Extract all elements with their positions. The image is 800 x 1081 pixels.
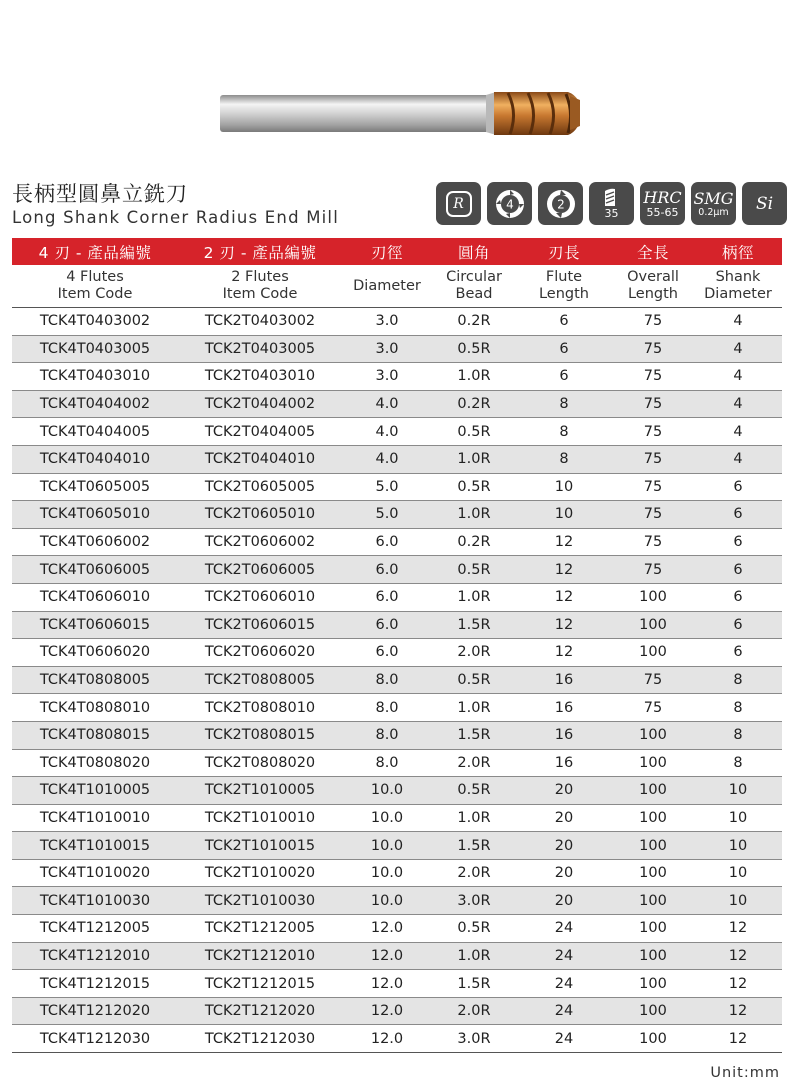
corner-radius-cell: 1.0R [432,942,516,970]
flute-length-cell: 24 [516,915,612,943]
overall-length-cell: 100 [612,997,694,1025]
table-row [12,970,782,998]
flute-length-cell: 8 [516,418,612,446]
corner-radius-label: R [453,195,464,212]
shank-diameter-cell: 8 [694,721,782,749]
item-code-4-flutes-cell: TCK4T1010015 [12,832,178,860]
item-code-2-flutes-cell: TCK2T1212020 [178,997,342,1025]
item-code-2-flutes-cell: TCK2T0808015 [178,721,342,749]
table-row [12,390,782,418]
item-code-4-flutes-cell: TCK4T0605010 [12,501,178,529]
header-zh-2-flutes: 2 刃 - 產品編號 [178,238,342,265]
shank-diameter-cell: 8 [694,666,782,694]
corner-radius-cell: 1.0R [432,363,516,391]
flute-length-cell: 12 [516,556,612,584]
overall-length-cell: 100 [612,915,694,943]
table-row [12,721,782,749]
corner-radius-cell: 1.5R [432,721,516,749]
corner-radius-cell: 2.0R [432,859,516,887]
corner-radius-cell: 1.0R [432,804,516,832]
shank-diameter-cell: 8 [694,694,782,722]
item-code-4-flutes-cell: TCK4T1212030 [12,1025,178,1053]
item-code-2-flutes-cell: TCK2T1010030 [178,887,342,915]
shank-diameter-cell: 6 [694,556,782,584]
diameter-cell: 4.0 [342,390,432,418]
shank-diameter-cell: 12 [694,970,782,998]
item-code-4-flutes-cell: TCK4T0808020 [12,749,178,777]
two-flute-icon [544,187,578,221]
item-code-2-flutes-cell: TCK2T1212010 [178,942,342,970]
coating-badge [691,182,736,225]
corner-radius-cell: 1.0R [432,694,516,722]
overall-length-cell: 75 [612,308,694,336]
hrc-range: 55-65 [646,205,679,219]
overall-length-cell: 100 [612,721,694,749]
item-code-4-flutes-cell: TCK4T0606005 [12,556,178,584]
table-row [12,804,782,832]
overall-length-cell: 100 [612,804,694,832]
overall-length-cell: 100 [612,639,694,667]
material-label: Si [755,193,774,214]
diameter-cell: 8.0 [342,749,432,777]
flute-length-cell: 12 [516,583,612,611]
corner-radius-cell: 1.0R [432,445,516,473]
header-zh-4-flutes: 4 刃 - 產品編號 [12,238,178,265]
shank-diameter-cell: 10 [694,887,782,915]
item-code-2-flutes-cell: TCK2T0404005 [178,418,342,446]
header-en-flute-length: Flute Length [516,265,612,308]
item-code-4-flutes-cell: TCK4T0404002 [12,390,178,418]
flute-length-cell: 10 [516,473,612,501]
item-code-4-flutes-cell: TCK4T1212020 [12,997,178,1025]
table-row [12,915,782,943]
flute-length-cell: 12 [516,528,612,556]
table-row [12,556,782,584]
flute-length-cell: 16 [516,721,612,749]
helix-angle-value: 35 [604,207,619,220]
item-code-2-flutes-cell: TCK2T0606005 [178,556,342,584]
diameter-cell: 10.0 [342,859,432,887]
table-row [12,832,782,860]
item-code-4-flutes-cell: TCK4T1010030 [12,887,178,915]
item-code-2-flutes-cell: TCK2T1010020 [178,859,342,887]
table-row [12,1025,782,1053]
diameter-cell: 6.0 [342,528,432,556]
diameter-cell: 12.0 [342,1025,432,1053]
corner-radius-badge [436,182,481,225]
diameter-cell: 8.0 [342,666,432,694]
item-code-2-flutes-cell: TCK2T0404002 [178,390,342,418]
four-flute-label: 4 [505,197,514,211]
diameter-cell: 8.0 [342,721,432,749]
corner-radius-cell: 0.5R [432,556,516,584]
item-code-2-flutes-cell: TCK2T0605005 [178,473,342,501]
table-row [12,363,782,391]
table-row [12,749,782,777]
header-en-overall-length: Overall Length [612,265,694,308]
item-code-4-flutes-cell: TCK4T0605005 [12,473,178,501]
item-code-2-flutes-cell: TCK2T0403002 [178,308,342,336]
table-row [12,528,782,556]
item-code-4-flutes-cell: TCK4T0403005 [12,335,178,363]
header-en-4-flutes: 4 Flutes Item Code [12,265,178,308]
spec-table [12,238,782,1053]
shank-diameter-cell: 10 [694,777,782,805]
item-code-2-flutes-cell: TCK2T1010005 [178,777,342,805]
flute-length-cell: 6 [516,308,612,336]
shank-diameter-cell: 12 [694,997,782,1025]
flute-length-cell: 12 [516,611,612,639]
shank-diameter-cell: 4 [694,418,782,446]
flute-length-cell: 8 [516,445,612,473]
flute-length-cell: 16 [516,694,612,722]
shank-diameter-cell: 6 [694,611,782,639]
spec-badges [436,182,787,225]
hrc-badge [640,182,685,225]
corner-radius-icon [446,191,472,217]
table-row [12,611,782,639]
table-row [12,694,782,722]
item-code-4-flutes-cell: TCK4T0606020 [12,639,178,667]
overall-length-cell: 100 [612,611,694,639]
corner-radius-cell: 0.5R [432,777,516,805]
coating-thickness: 0.2µm [698,206,729,218]
overall-length-cell: 75 [612,694,694,722]
flute-length-cell: 20 [516,777,612,805]
unit-label: Unit:mm [710,1065,780,1081]
item-code-2-flutes-cell: TCK2T1212015 [178,970,342,998]
diameter-cell: 4.0 [342,418,432,446]
diameter-cell: 8.0 [342,694,432,722]
corner-radius-cell: 1.0R [432,501,516,529]
shank-diameter-cell: 4 [694,308,782,336]
diameter-cell: 12.0 [342,997,432,1025]
item-code-4-flutes-cell: TCK4T1212015 [12,970,178,998]
corner-radius-cell: 0.2R [432,528,516,556]
diameter-cell: 10.0 [342,804,432,832]
corner-radius-cell: 1.5R [432,970,516,998]
shank-diameter-cell: 4 [694,335,782,363]
diameter-cell: 5.0 [342,501,432,529]
item-code-4-flutes-cell: TCK4T1010010 [12,804,178,832]
item-code-4-flutes-cell: TCK4T1212005 [12,915,178,943]
item-code-2-flutes-cell: TCK2T0808010 [178,694,342,722]
diameter-cell: 6.0 [342,583,432,611]
corner-radius-cell: 0.5R [432,473,516,501]
diameter-cell: 3.0 [342,335,432,363]
item-code-2-flutes-cell: TCK2T0606020 [178,639,342,667]
end-mill-image [218,86,584,140]
item-code-2-flutes-cell: TCK2T0404010 [178,445,342,473]
item-code-2-flutes-cell: TCK2T0606002 [178,528,342,556]
corner-radius-cell: 2.0R [432,997,516,1025]
corner-radius-cell: 0.5R [432,418,516,446]
overall-length-cell: 75 [612,390,694,418]
flute-length-cell: 6 [516,363,612,391]
item-code-2-flutes-cell: TCK2T0808005 [178,666,342,694]
flute-length-cell: 16 [516,749,612,777]
flute-length-cell: 20 [516,859,612,887]
item-code-4-flutes-cell: TCK4T0403010 [12,363,178,391]
diameter-cell: 3.0 [342,363,432,391]
item-code-2-flutes-cell: TCK2T0808020 [178,749,342,777]
table-row [12,473,782,501]
table-row [12,501,782,529]
item-code-2-flutes-cell: TCK2T1010015 [178,832,342,860]
diameter-cell: 12.0 [342,942,432,970]
table-row [12,997,782,1025]
table-row [12,308,782,336]
shank-diameter-cell: 6 [694,473,782,501]
shank-diameter-cell: 4 [694,363,782,391]
corner-radius-cell: 2.0R [432,749,516,777]
overall-length-cell: 75 [612,335,694,363]
corner-radius-cell: 1.5R [432,611,516,639]
shank-diameter-cell: 12 [694,942,782,970]
flute-length-cell: 24 [516,970,612,998]
table-row [12,887,782,915]
table-row [12,335,782,363]
flute-length-cell: 8 [516,390,612,418]
item-code-4-flutes-cell: TCK4T0808005 [12,666,178,694]
overall-length-cell: 75 [612,666,694,694]
diameter-cell: 4.0 [342,445,432,473]
header-zh-corner-radius: 圓角 [432,238,516,265]
item-code-2-flutes-cell: TCK2T0403005 [178,335,342,363]
overall-length-cell: 100 [612,1025,694,1053]
item-code-4-flutes-cell: TCK4T1212010 [12,942,178,970]
hrc-label: HRC [643,187,682,207]
header-row-chinese [12,238,782,265]
table-row [12,777,782,805]
item-code-4-flutes-cell: TCK4T0606002 [12,528,178,556]
header-en-circular-bead: Circular Bead [432,265,516,308]
shank-diameter-cell: 10 [694,859,782,887]
corner-radius-cell: 1.0R [432,583,516,611]
flute-length-cell: 20 [516,832,612,860]
four-flute-icon [493,187,527,221]
header-zh-overall-length: 全長 [612,238,694,265]
diameter-cell: 5.0 [342,473,432,501]
diameter-cell: 6.0 [342,639,432,667]
diameter-cell: 10.0 [342,777,432,805]
header-zh-shank-diameter: 柄徑 [694,238,782,265]
corner-radius-cell: 0.5R [432,915,516,943]
overall-length-cell: 100 [612,970,694,998]
helix-angle-badge [589,182,634,225]
corner-radius-cell: 3.0R [432,1025,516,1053]
corner-radius-cell: 0.5R [432,335,516,363]
helix-angle-icon [601,187,623,207]
title-chinese: 長柄型圓鼻立銑刀 [12,182,188,206]
item-code-2-flutes-cell: TCK2T1212005 [178,915,342,943]
shank-diameter-cell: 4 [694,445,782,473]
item-code-2-flutes-cell: TCK2T0605010 [178,501,342,529]
coating-label: SMG [693,188,734,208]
table-row [12,942,782,970]
item-code-4-flutes-cell: TCK4T0606010 [12,583,178,611]
shank-diameter-cell: 6 [694,583,782,611]
flute-length-cell: 20 [516,804,612,832]
overall-length-cell: 100 [612,859,694,887]
item-code-4-flutes-cell: TCK4T0404005 [12,418,178,446]
overall-length-cell: 75 [612,501,694,529]
diameter-cell: 10.0 [342,832,432,860]
shank-diameter-cell: 4 [694,390,782,418]
overall-length-cell: 100 [612,942,694,970]
overall-length-cell: 100 [612,749,694,777]
flute-length-cell: 24 [516,942,612,970]
item-code-4-flutes-cell: TCK4T0808010 [12,694,178,722]
two-flute-badge [538,182,583,225]
table-row [12,859,782,887]
shank-diameter-cell: 8 [694,749,782,777]
flute-length-cell: 12 [516,639,612,667]
corner-radius-cell: 1.5R [432,832,516,860]
header-zh-diameter: 刃徑 [342,238,432,265]
table-row [12,639,782,667]
overall-length-cell: 75 [612,473,694,501]
corner-radius-cell: 0.5R [432,666,516,694]
overall-length-cell: 100 [612,777,694,805]
flute-length-cell: 16 [516,666,612,694]
flute-length-cell: 6 [516,335,612,363]
diameter-cell: 6.0 [342,556,432,584]
item-code-2-flutes-cell: TCK2T0403010 [178,363,342,391]
item-code-2-flutes-cell: TCK2T0606015 [178,611,342,639]
item-code-4-flutes-cell: TCK4T1010005 [12,777,178,805]
table-row [12,583,782,611]
header-row-english [12,265,782,308]
overall-length-cell: 75 [612,528,694,556]
shank-diameter-cell: 10 [694,832,782,860]
overall-length-cell: 100 [612,832,694,860]
overall-length-cell: 75 [612,445,694,473]
corner-radius-cell: 2.0R [432,639,516,667]
shank-diameter-cell: 12 [694,915,782,943]
overall-length-cell: 75 [612,418,694,446]
overall-length-cell: 75 [612,363,694,391]
item-code-4-flutes-cell: TCK4T0403002 [12,308,178,336]
corner-radius-cell: 0.2R [432,390,516,418]
four-flute-badge [487,182,532,225]
overall-length-cell: 100 [612,887,694,915]
shank-diameter-cell: 10 [694,804,782,832]
item-code-4-flutes-cell: TCK4T0606015 [12,611,178,639]
shank-diameter-cell: 12 [694,1025,782,1053]
item-code-4-flutes-cell: TCK4T1010020 [12,859,178,887]
diameter-cell: 10.0 [342,887,432,915]
diameter-cell: 12.0 [342,970,432,998]
two-flute-label: 2 [556,197,565,211]
material-badge [742,182,787,225]
header-en-diameter: Diameter [342,265,432,308]
item-code-2-flutes-cell: TCK2T1212030 [178,1025,342,1053]
diameter-cell: 3.0 [342,308,432,336]
header-en-2-flutes: 2 Flutes Item Code [178,265,342,308]
overall-length-cell: 100 [612,583,694,611]
flute-length-cell: 20 [516,887,612,915]
shank-diameter-cell: 6 [694,501,782,529]
corner-radius-cell: 3.0R [432,887,516,915]
item-code-2-flutes-cell: TCK2T1010010 [178,804,342,832]
title-english: Long Shank Corner Radius End Mill [12,208,339,227]
item-code-2-flutes-cell: TCK2T0606010 [178,583,342,611]
header-zh-flute-length: 刃長 [516,238,612,265]
flute-length-cell: 24 [516,997,612,1025]
table-row [12,445,782,473]
table-row [12,418,782,446]
overall-length-cell: 75 [612,556,694,584]
shank-diameter-cell: 6 [694,639,782,667]
item-code-4-flutes-cell: TCK4T0808015 [12,721,178,749]
flute-length-cell: 24 [516,1025,612,1053]
item-code-4-flutes-cell: TCK4T0404010 [12,445,178,473]
shank-diameter-cell: 6 [694,528,782,556]
table-body [12,308,782,1053]
header-en-shank-diameter: Shank Diameter [694,265,782,308]
diameter-cell: 12.0 [342,915,432,943]
diameter-cell: 6.0 [342,611,432,639]
table-row [12,666,782,694]
corner-radius-cell: 0.2R [432,308,516,336]
flute-length-cell: 10 [516,501,612,529]
